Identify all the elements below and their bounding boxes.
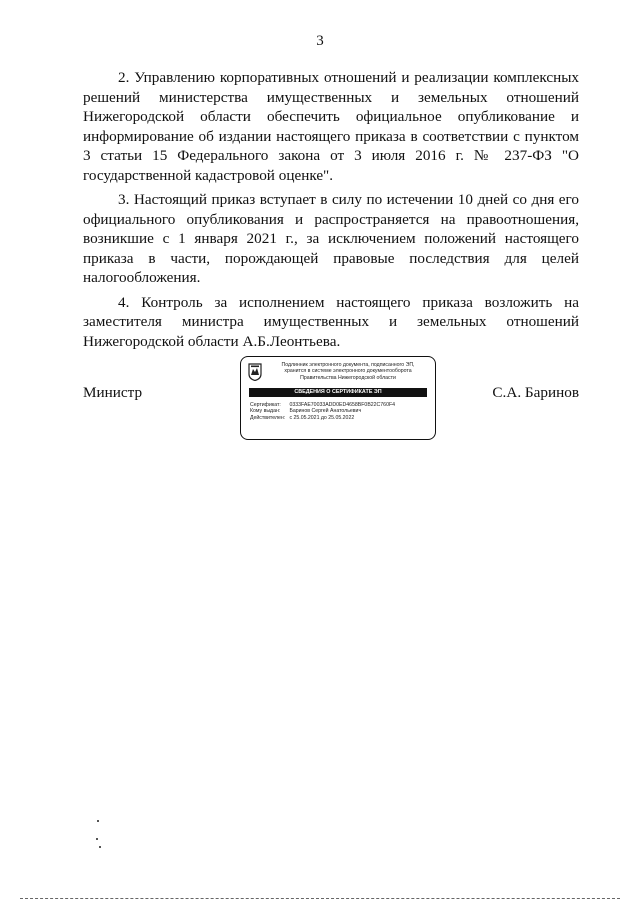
validity-label: Действителен: (250, 414, 286, 421)
region-emblem-icon (248, 363, 262, 381)
signer-name: С.А. Баринов (492, 384, 579, 401)
page-number: 3 (316, 33, 324, 49)
signer-position: Министр (83, 384, 143, 401)
scan-specks (95, 820, 105, 850)
stamp-header-line: хранится в системе электронного документооборота (284, 368, 412, 375)
certificate-value: 0333FAE70033ADD0ED4658BF0B22C760F4 (289, 402, 396, 408)
owner-label: Кому выдан: (250, 408, 281, 415)
paragraph-4: 4. Контроль за исполнением настоящего приказа возложить на заместителя министра имущественных и земельных отношений Нижегородской области А.Б.Леонтьева. (83, 293, 579, 350)
electronic-signature-stamp (240, 356, 436, 440)
paragraph-2: 2. Управлению корпоративных отношений и реализации комплексных решений министерства имущественных и земельных отношений Нижегородской области обеспечить официальное опубликование и информирование об издании настоящего приказа в соответствии с пунктом 3 статьи 15 Федерального закона от 3 июля 2016 г. № 237-ФЗ "О государственной кадастровой оценке". (83, 69, 579, 184)
certificate-label: Сертификат: (250, 402, 281, 408)
stamp-header-line: Правительства Нижегородской области (300, 374, 396, 381)
stamp-certificate-title: СВЕДЕНИЯ О СЕРТИФИКАТЕ ЭП (249, 388, 427, 397)
stamp-header (267, 362, 429, 381)
signature-block (0, 362, 640, 440)
paragraph-3: 3. Настоящий приказ вступает в силу по истечении 10 дней со дня его официального опубликования и распространяется на правоотношения, возникшие с 1 января 2021 г., за исключением положений настоящего приказа в части, порождающей правовые последствия для целей налогообложения. (83, 191, 579, 286)
validity-row (250, 415, 430, 421)
page-bottom-edge (20, 898, 620, 899)
document-body (83, 68, 579, 356)
stamp-details (250, 402, 430, 421)
owner-value: Баринов Сергей Анатольевич (289, 408, 362, 415)
validity-value: с 25.05.2021 до 25.05.2022 (289, 414, 355, 421)
stamp-header-line: Подлинник электронного документа, подписанного ЭП, (281, 362, 415, 368)
